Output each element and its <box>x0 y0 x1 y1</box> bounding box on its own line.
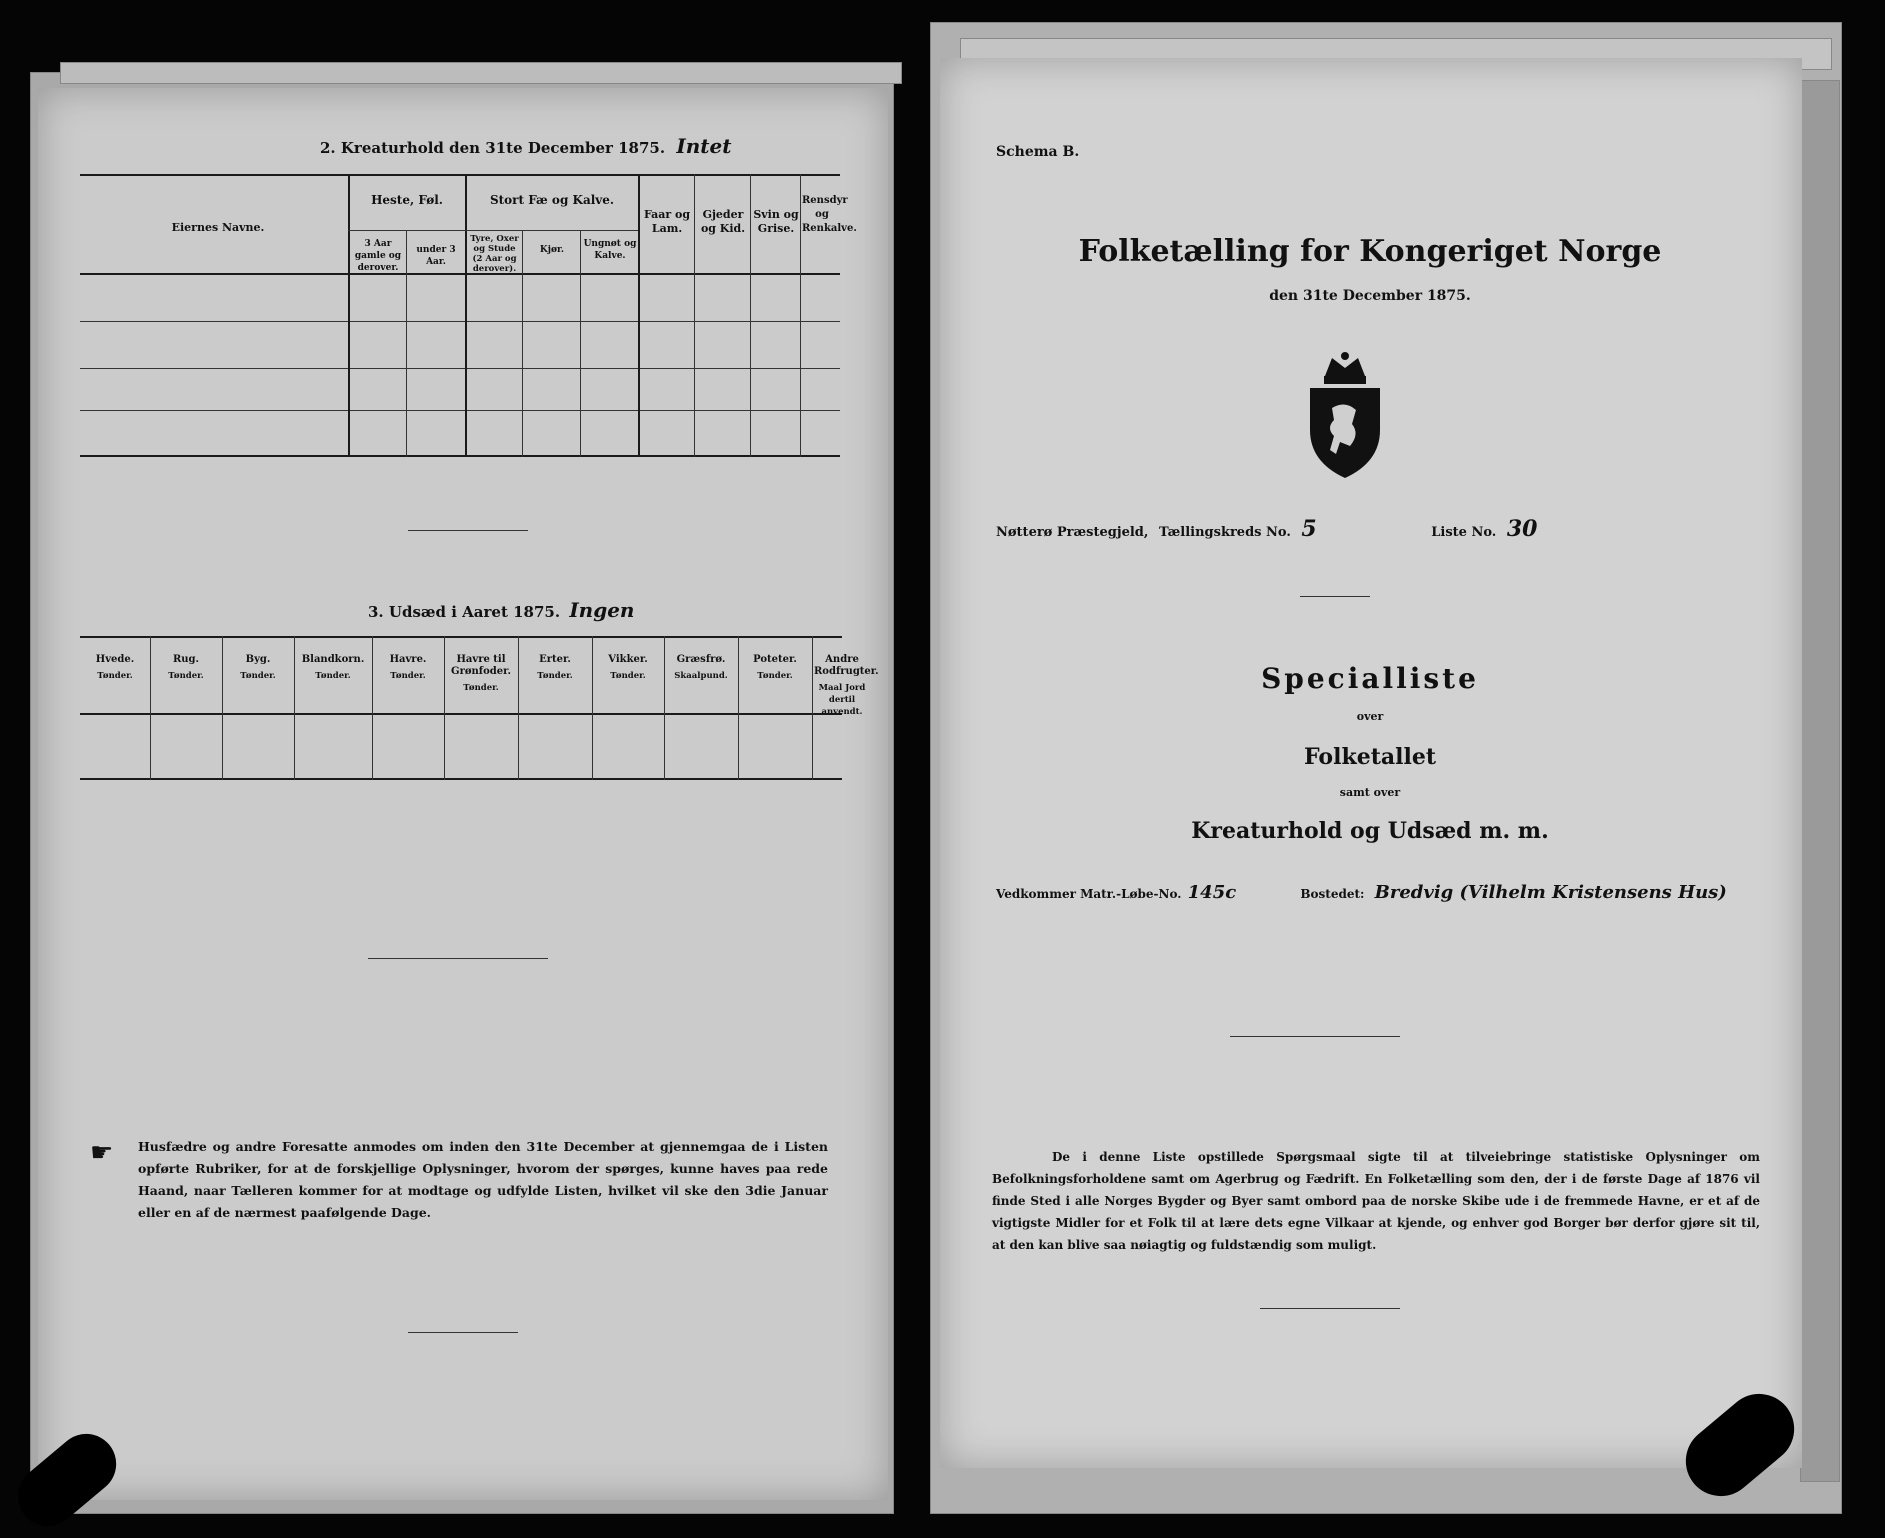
livestock-table-top <box>80 174 840 176</box>
header-stort-fae: Stort Fæ og Kalve. <box>489 193 615 207</box>
right-page <box>940 58 1802 1468</box>
folketallet-heading: Folketallet <box>1304 744 1436 770</box>
matr-label: Vedkommer Matr.-Løbe-No. <box>996 887 1182 901</box>
crop-name: Havre. <box>389 654 427 665</box>
crop-header-5 <box>446 654 516 694</box>
crop-name: Andre Rodfrugter. <box>814 654 879 677</box>
crop-unit: Tønder. <box>390 671 426 681</box>
livestock-col-line <box>580 230 581 457</box>
bosted-label: Bostedet: <box>1300 887 1365 901</box>
crop-header-8 <box>666 654 736 682</box>
crops-col-line <box>518 636 519 780</box>
crop-name: Vikker. <box>608 654 648 665</box>
section2-handwriting: Intet <box>676 134 732 158</box>
kreds-label: Tællingskreds No. <box>1158 525 1291 540</box>
livestock-col-line <box>465 174 467 457</box>
notice-text: Husfædre og andre Foresatte anmodes om inden den 31te December at gjennemgaa de i Listen opførte Rubriker, for at de forskjellige Oplysninger, hvorom der spørges, kunne haves paa rede Haand, naar Tælleren kommer for at modtage og udfylde Listen, hvilket vil ske den 3die Januar eller en af de nærmest paafølgende Dage. <box>138 1139 828 1220</box>
samt-over-text: samt over <box>1339 786 1401 799</box>
specialliste-heading: Specialliste <box>1261 662 1479 695</box>
crop-unit: Tønder. <box>537 671 573 681</box>
livestock-col-line <box>800 174 801 457</box>
separator-line <box>1300 596 1370 597</box>
liste-value: 30 <box>1506 516 1538 542</box>
section3-title: 3. Udsæd i Aaret 1875. Ingen <box>368 598 635 622</box>
crop-unit: Tønder. <box>168 671 204 681</box>
schema-label: Schema B. <box>996 144 1080 160</box>
livestock-table-header-bottom <box>80 273 840 275</box>
crop-header-7 <box>594 654 662 682</box>
crops-col-line <box>372 636 373 780</box>
matrikkel-line <box>996 882 1796 903</box>
crops-table-bottom <box>80 778 842 780</box>
livestock-col-line <box>694 174 695 457</box>
livestock-table-bottom <box>80 455 840 457</box>
crops-col-line <box>738 636 739 780</box>
crop-header-4 <box>374 654 442 682</box>
header-svin: Svin og Grise. <box>753 208 799 235</box>
header-tyre: Tyre, Oxer og Stude (2 Aar og derover). <box>470 234 519 274</box>
crop-name: Havre til Grønfoder. <box>451 654 511 677</box>
separator-line <box>368 958 548 959</box>
crops-table-top <box>80 636 842 638</box>
header-heste: Heste, Føl. <box>371 193 443 207</box>
crops-col-line <box>294 636 295 780</box>
crop-unit: Tønder. <box>97 671 133 681</box>
crop-name: Hvede. <box>95 654 135 665</box>
crop-header-6 <box>520 654 590 682</box>
header-eiernes-navne: Eiernes Navne. <box>171 221 265 234</box>
pointing-hand-icon: ☛ <box>90 1138 114 1168</box>
header-gjeder: Gjeder og Kid. <box>700 208 746 235</box>
crops-col-line <box>150 636 151 780</box>
livestock-col-line <box>406 230 407 457</box>
crop-unit: Tønder. <box>610 671 646 681</box>
district-line <box>996 516 1756 542</box>
livestock-row-line <box>80 321 840 322</box>
coat-of-arms-icon <box>1290 350 1400 480</box>
crop-header-2 <box>224 654 292 682</box>
crop-header-10 <box>814 654 879 718</box>
crop-header-9 <box>740 654 810 682</box>
crop-header-3 <box>296 654 370 682</box>
crop-unit: Tønder. <box>757 671 793 681</box>
separator-line <box>408 530 528 531</box>
page-stack-right-edge <box>1800 80 1840 1482</box>
crops-col-line <box>222 636 223 780</box>
livestock-col-line <box>522 230 523 457</box>
liste-label: Liste No. <box>1431 525 1497 540</box>
crop-name: Byg. <box>245 654 271 665</box>
header-kjor: Kjør. <box>539 245 565 255</box>
livestock-row-line <box>80 368 840 369</box>
crops-col-line <box>592 636 593 780</box>
livestock-group-divider <box>348 230 638 231</box>
crop-name: Græsfrø. <box>676 654 726 665</box>
crop-unit: Maal Jord dertil anvendt. <box>818 683 866 717</box>
livestock-col-line <box>348 174 350 457</box>
separator-line <box>1230 1036 1400 1037</box>
info-paragraph: De i denne Liste opstillede Spørgsmaal sigte til at tilveiebringe statistiske Oplysninger om Befolkningsforholdene samt om Agerbrug og Fædrift. En Folketælling som den, der i de første Dage af 1876 vil finde Sted i alle Norges Bygder og Byer samt ombord paa de norske Skibe ude i de fremmede Havne, er et af de vigtigste Midler for et Folk til at lære dets egne Vilkaar at kjende, og enhver god Borger bør derfor gjøre sit til, at den kan blive saa nøiagtig og fuldstændig som muligt. <box>992 1150 1760 1252</box>
crops-col-line <box>664 636 665 780</box>
crop-unit: Skaalpund. <box>674 671 728 681</box>
page-stack-left-2 <box>60 62 902 84</box>
crops-table-header-bottom <box>80 713 842 715</box>
header-rensdyr: Rensdyr og Renkalve. <box>802 195 857 234</box>
section3-handwriting: Ingen <box>569 598 635 622</box>
kreaturhold-heading: Kreaturhold og Udsæd m. m. <box>1191 818 1549 844</box>
crops-col-line <box>812 636 813 780</box>
header-heste-3aar: 3 Aar gamle og derover. <box>354 239 402 273</box>
header-faar: Faar og Lam. <box>643 208 691 235</box>
livestock-row-line <box>80 410 840 411</box>
crop-header-0 <box>82 654 148 682</box>
header-heste-under: under 3 Aar. <box>416 245 456 267</box>
crop-unit: Tønder. <box>240 671 276 681</box>
kreds-value: 5 <box>1301 516 1317 542</box>
crop-name: Blandkorn. <box>301 654 365 665</box>
crop-name: Rug. <box>172 654 200 665</box>
matr-value: 145c <box>1187 882 1237 903</box>
livestock-col-line <box>750 174 751 457</box>
left-page <box>38 88 888 1500</box>
section2-title: 2. Kreaturhold den 31te December 1875. Intet <box>320 134 732 158</box>
crop-unit: Tønder. <box>463 683 499 693</box>
prestegjeld-label: Nøtterø Præstegjeld, <box>996 525 1149 540</box>
crop-header-1 <box>152 654 220 682</box>
separator-line <box>408 1332 518 1333</box>
header-ungnot: Ungnøt og Kalve. <box>583 239 637 261</box>
crop-unit: Tønder. <box>315 671 351 681</box>
census-title: Folketælling for Kongeriget Norge <box>1078 234 1662 269</box>
census-date: den 31te December 1875. <box>1269 288 1471 304</box>
crop-name: Poteter. <box>753 654 797 665</box>
crop-name: Erter. <box>539 654 571 665</box>
separator-line <box>1260 1308 1400 1309</box>
bosted-value: Bredvig (Vilhelm Kristensens Hus) <box>1374 882 1727 903</box>
crops-col-line <box>444 636 445 780</box>
over-text: over <box>1356 710 1384 723</box>
